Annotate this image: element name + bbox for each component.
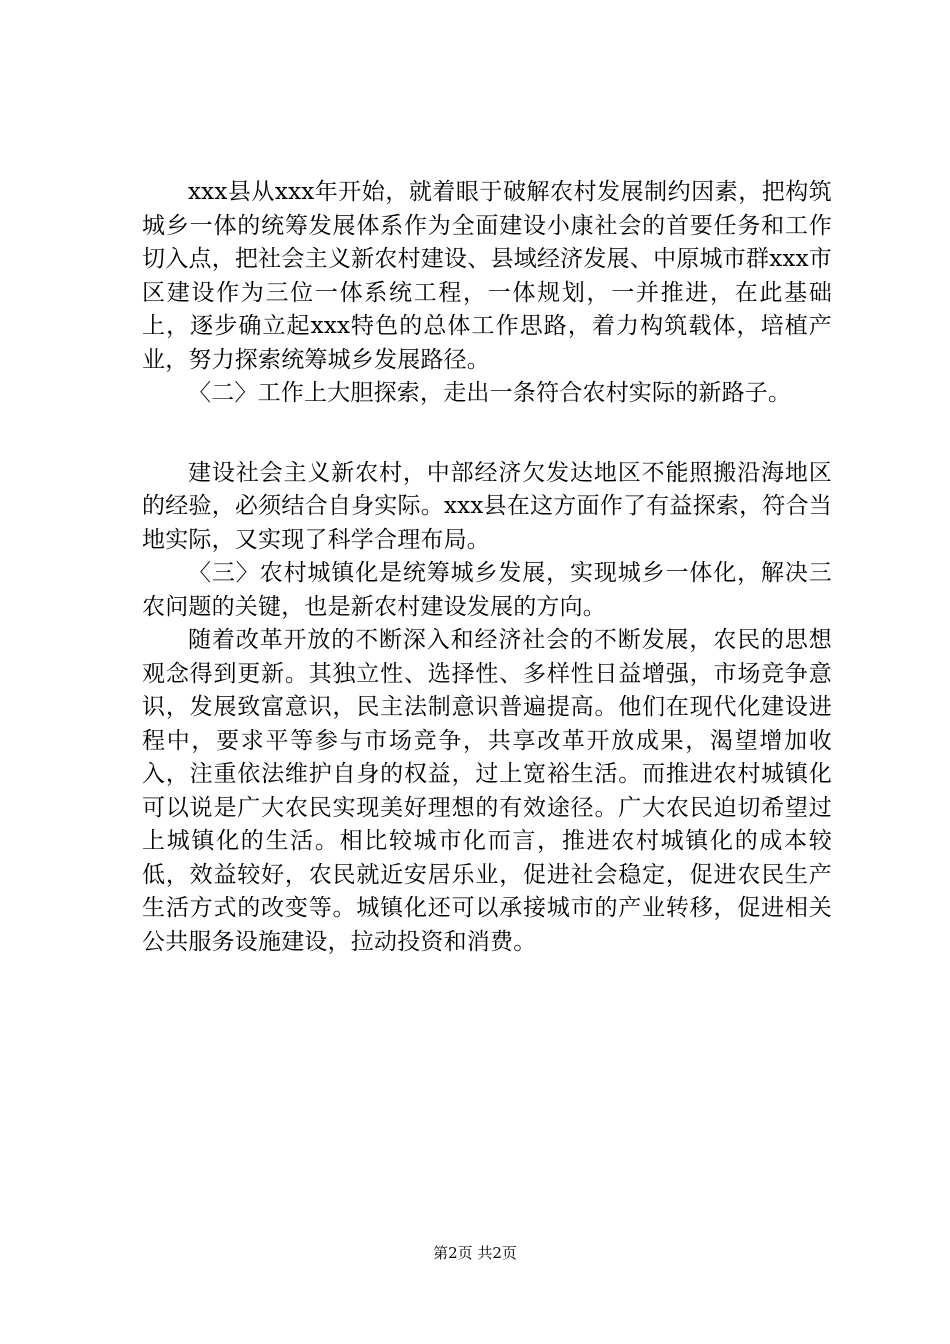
paragraph-spacer — [142, 411, 832, 457]
document-body — [142, 176, 832, 959]
section-heading-three: 〈三〉农村城镇化是统筹城乡发展，实现城乡一体化，解决三农问题的关键，也是新农村建设发展的方向。 — [142, 560, 832, 620]
section-heading-two: 〈二〉工作上大胆探索，走出一条符合农村实际的新路子。 — [188, 380, 792, 406]
paragraph-intro: xxx县从xxx年开始，就着眼于破解农村发展制约因素，把构筑城乡一体的统筹发展体系作为全面建设小康社会的首要任务和工作切入点，把社会主义新农村建设、县域经济发展、中原城市群xxx市区建设作为三位一体系统工程，一体规划，一并推进，在此基础上，逐步确立起xxx特色的总体工作思路，着力构筑载体，培植产业，努力探索统筹城乡发展路径。 — [142, 179, 832, 373]
paragraph-urbanization: 随着改革开放的不断深入和经济社会的不断发展，农民的思想观念得到更新。其独立性、选择性、多样性日益增强，市场竞争意识，发展致富意识，民主法制意识普遍提高。他们在现代化建设进程中，要求平等参与市场竞争，共享改革开放成果，渴望增加收入，注重依法维护自身的权益，过上宽裕生活。而推进农村城镇化可以说是广大农民实现美好理想的有效途径。广大农民迫切希望过上城镇化的生活。相比较城市化而言，推进农村城镇化的成本较低，效益较好，农民就近安居乐业，促进社会稳定，促进农民生产生活方式的改变等。城镇化还可以承接城市的产业转移，促进相关公共服务设施建设，拉动投资和消费。 — [142, 627, 832, 955]
page-number-label: 第2页 共2页 — [433, 1244, 517, 1262]
paragraph-new-countryside: 建设社会主义新农村，中部经济欠发达地区不能照搬沿海地区的经验，必须结合自身实际。xxx县在这方面作了有益探索，符合当地实际，又实现了科学合理布局。 — [142, 459, 832, 553]
page-footer — [0, 1243, 950, 1263]
